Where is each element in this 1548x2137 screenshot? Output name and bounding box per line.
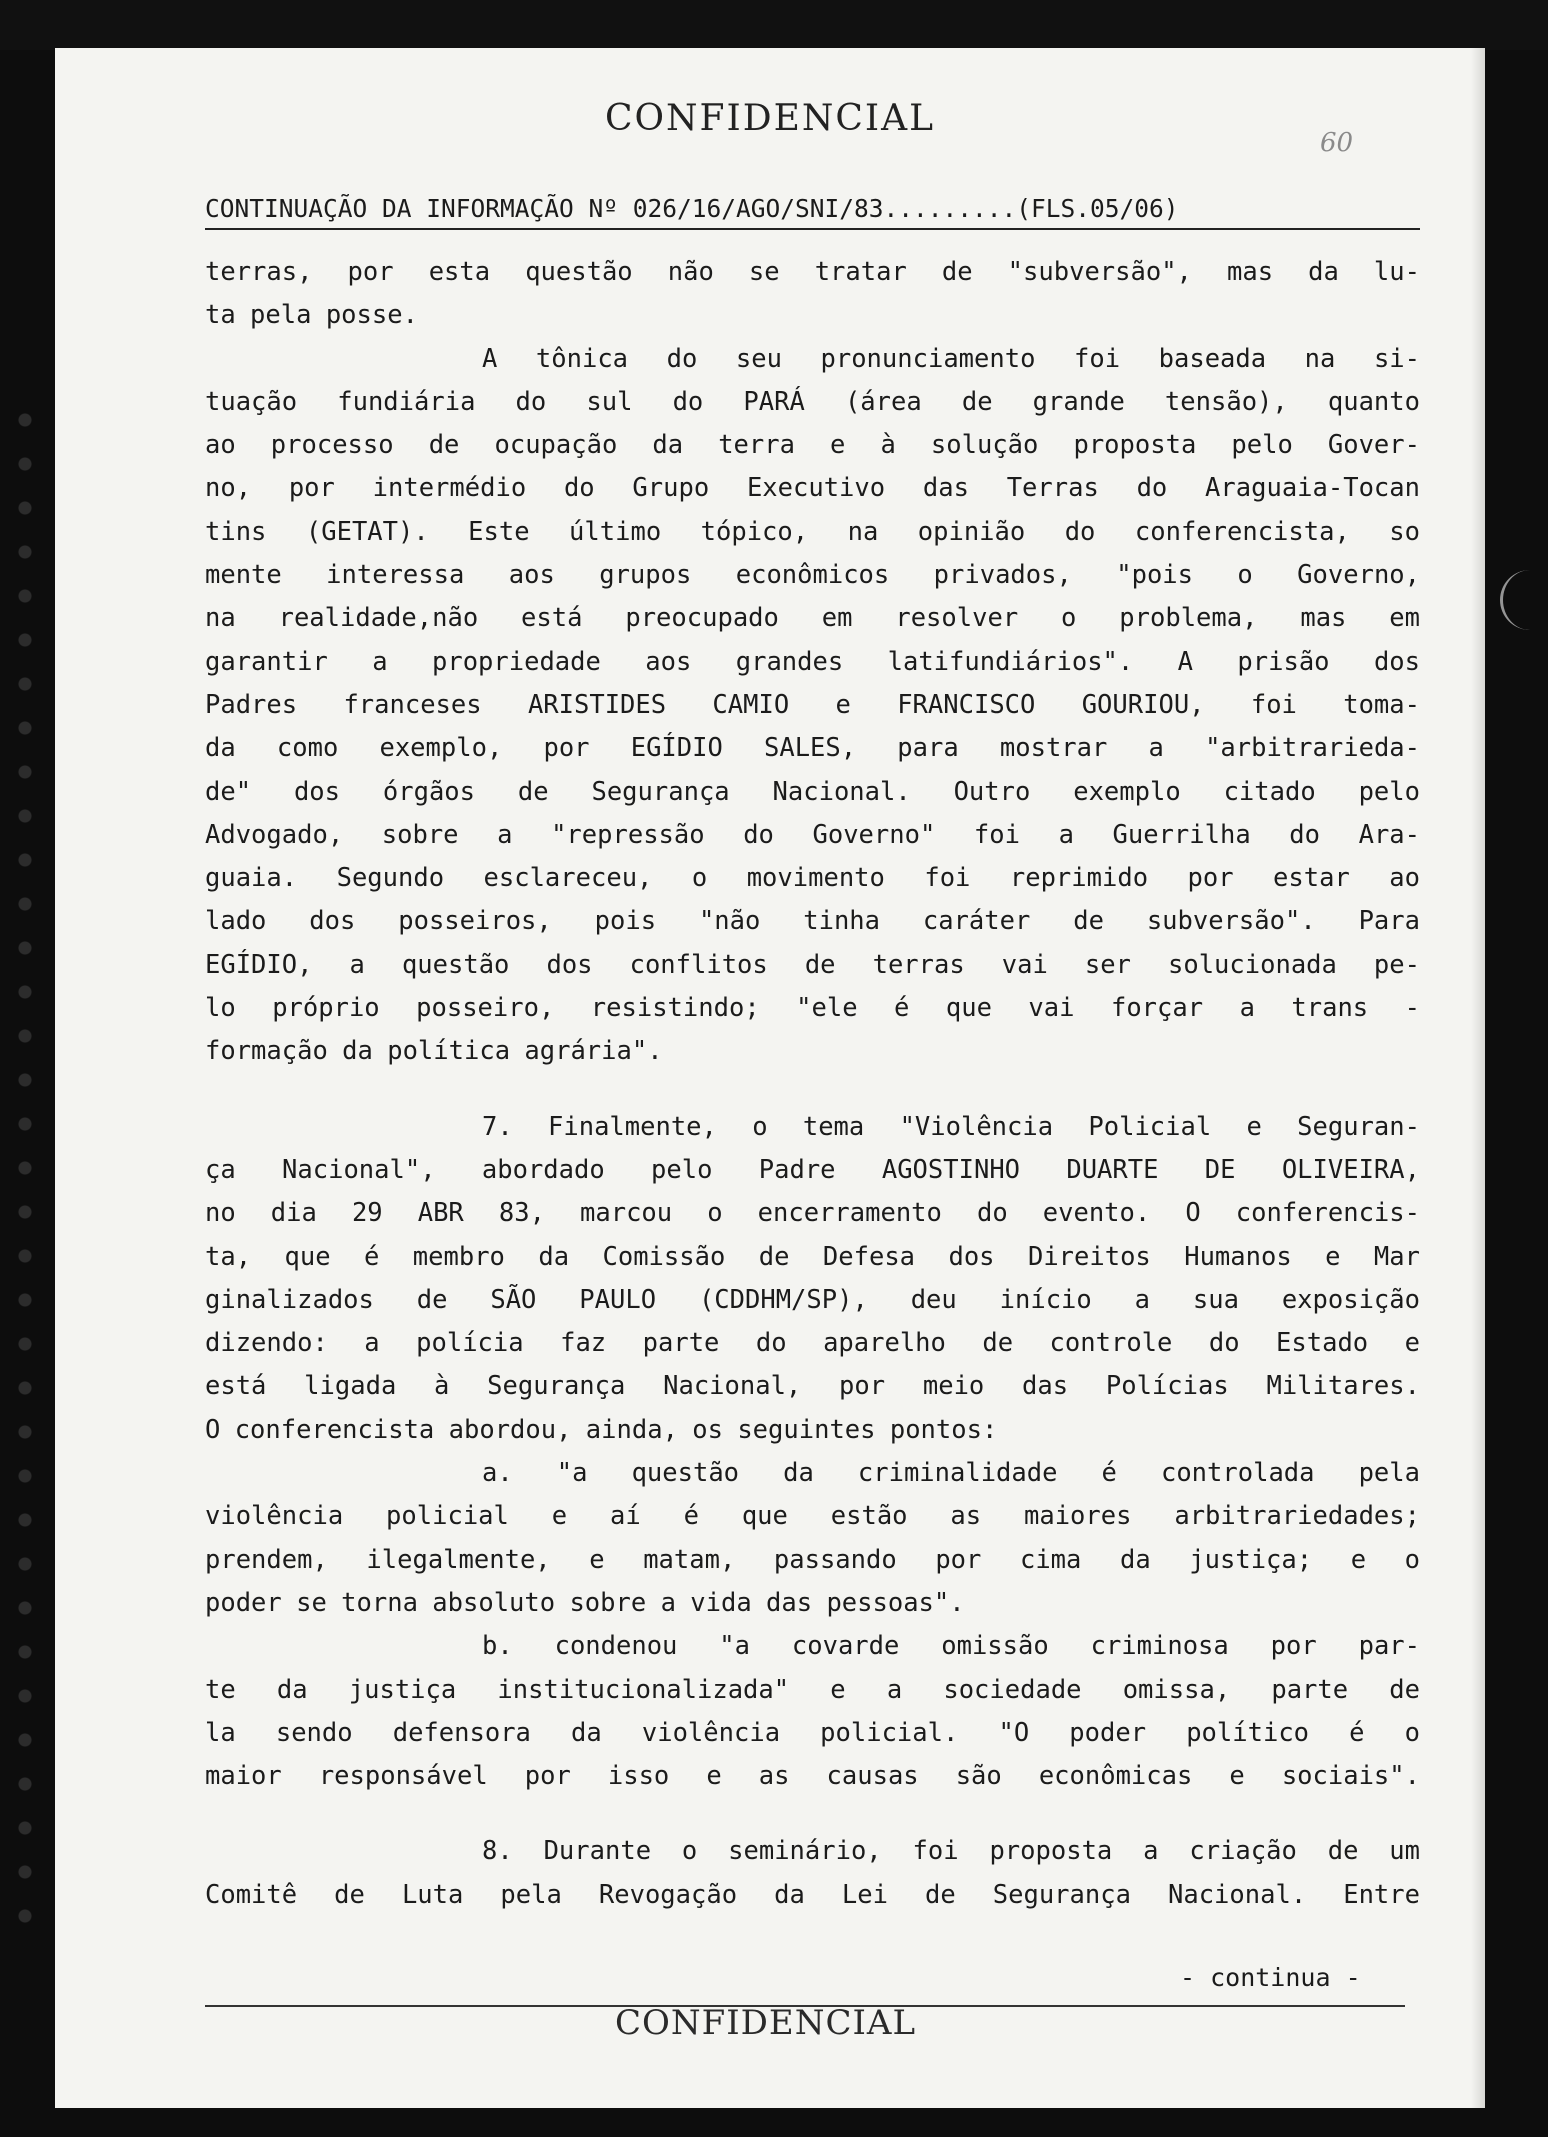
- text-line: dizendo: a polícia faz parte do aparelho de controle do Estado e: [205, 1328, 1420, 1359]
- paragraph-gap: [205, 1074, 1420, 1106]
- handwritten-page-mark: 60: [1320, 128, 1354, 158]
- text-line: mente interessa aos grupos econômicos privados, "pois o Governo,: [205, 560, 1420, 591]
- text-line: maior responsável por isso e as causas são econômicas e sociais".: [205, 1761, 1420, 1792]
- text-line: lo próprio posseiro, resistindo; "ele é que vai forçar a trans -: [205, 993, 1420, 1024]
- confidential-stamp-bottom: CONFIDENCIAL: [615, 2003, 917, 2043]
- text-line: guaia. Segundo esclareceu, o movimento foi reprimido por estar ao: [205, 863, 1420, 894]
- text-line: te da justiça institucionalizada" e a sociedade omissa, parte de: [205, 1674, 1420, 1705]
- text-line: está ligada à Segurança Nacional, por meio das Polícias Militares.: [205, 1371, 1420, 1402]
- scan-edge-mark: [1500, 570, 1533, 630]
- text-line: violência policial e aí é que estão as maiores arbitrariedades;: [205, 1501, 1420, 1532]
- text-line: O conferencista abordou, ainda, os seguintes pontos:: [205, 1414, 998, 1445]
- text-line: tuação fundiária do sul do PARÁ (área de grande tensão), quanto: [205, 386, 1420, 417]
- text-line: de" dos órgãos de Segurança Nacional. Outro exemplo citado pelo: [205, 776, 1420, 807]
- text-line: ta pela posse.: [205, 300, 418, 331]
- paragraph-start: 8. Durante o seminário, foi proposta a criação de um: [482, 1836, 1420, 1867]
- text-line: na realidade,não está preocupado em resolver o problema, mas em: [205, 603, 1420, 634]
- text-line: no dia 29 ABR 83, marcou o encerramento do evento. O conferencis-: [205, 1198, 1420, 1229]
- text-line: poder se torna absoluto sobre a vida das pessoas".: [205, 1587, 965, 1618]
- text-line: lado dos posseiros, pois "não tinha caráter de subversão". Para: [205, 906, 1420, 937]
- text-line: tins (GETAT). Este último tópico, na opinião do conferencista, so: [205, 516, 1420, 547]
- document-body: [205, 251, 1420, 1917]
- continua-label: - continua -: [1180, 1963, 1361, 1992]
- list-item-a: a. "a questão da criminalidade é controlada pela: [482, 1458, 1420, 1489]
- paragraph-start: A tônica do seu pronunciamento foi baseada na si-: [482, 343, 1420, 374]
- page-edge-shadow: [1471, 48, 1485, 2108]
- confidential-stamp-top: CONFIDENCIAL: [604, 98, 936, 139]
- text-line: da como exemplo, por EGÍDIO SALES, para mostrar a "arbitrarieda-: [205, 733, 1420, 764]
- document-header: CONTINUAÇÃO DA INFORMAÇÃO Nº 026/16/AGO/SNI/83.........(FLS.05/06): [205, 194, 1179, 223]
- scan-border: [0, 0, 1548, 50]
- text-line: ça Nacional", abordado pelo Padre AGOSTINHO DUARTE DE OLIVEIRA,: [205, 1154, 1420, 1185]
- paragraph-gap: [205, 1798, 1420, 1830]
- scan-edge-artifacts: [0, 400, 55, 1950]
- text-line: Padres franceses ARISTIDES CAMIO e FRANCISCO GOURIOU, foi toma-: [205, 689, 1420, 720]
- document-page: [55, 48, 1485, 2108]
- text-line: ta, que é membro da Comissão de Defesa dos Direitos Humanos e Mar: [205, 1241, 1420, 1272]
- text-line: no, por intermédio do Grupo Executivo das Terras do Araguaia-Tocan: [205, 473, 1420, 504]
- list-item-b: b. condenou "a covarde omissão criminosa por par-: [482, 1631, 1420, 1662]
- text-line: garantir a propriedade aos grandes latifundiários". A prisão dos: [205, 646, 1420, 677]
- paragraph-start: 7. Finalmente, o tema "Violência Policial e Seguran-: [482, 1111, 1420, 1142]
- text-line: formação da política agrária".: [205, 1036, 663, 1067]
- text-line: ao processo de ocupação da terra e à solução proposta pelo Gover-: [205, 430, 1420, 461]
- text-line: Advogado, sobre a "repressão do Governo" foi a Guerrilha do Ara-: [205, 819, 1420, 850]
- text-line: EGÍDIO, a questão dos conflitos de terras vai ser solucionada pe-: [205, 949, 1420, 980]
- text-line: prendem, ilegalmente, e matam, passando por cima da justiça; e o: [205, 1544, 1420, 1575]
- text-line: ginalizados de SÃO PAULO (CDDHM/SP), deu início a sua exposição: [205, 1284, 1420, 1315]
- text-line: terras, por esta questão não se tratar de "subversão", mas da lu-: [205, 257, 1420, 287]
- text-line: Comitê de Luta pela Revogação da Lei de Segurança Nacional. Entre: [205, 1879, 1420, 1910]
- text-line: la sendo defensora da violência policial. "O poder político é o: [205, 1717, 1420, 1748]
- header-underline: [205, 228, 1420, 230]
